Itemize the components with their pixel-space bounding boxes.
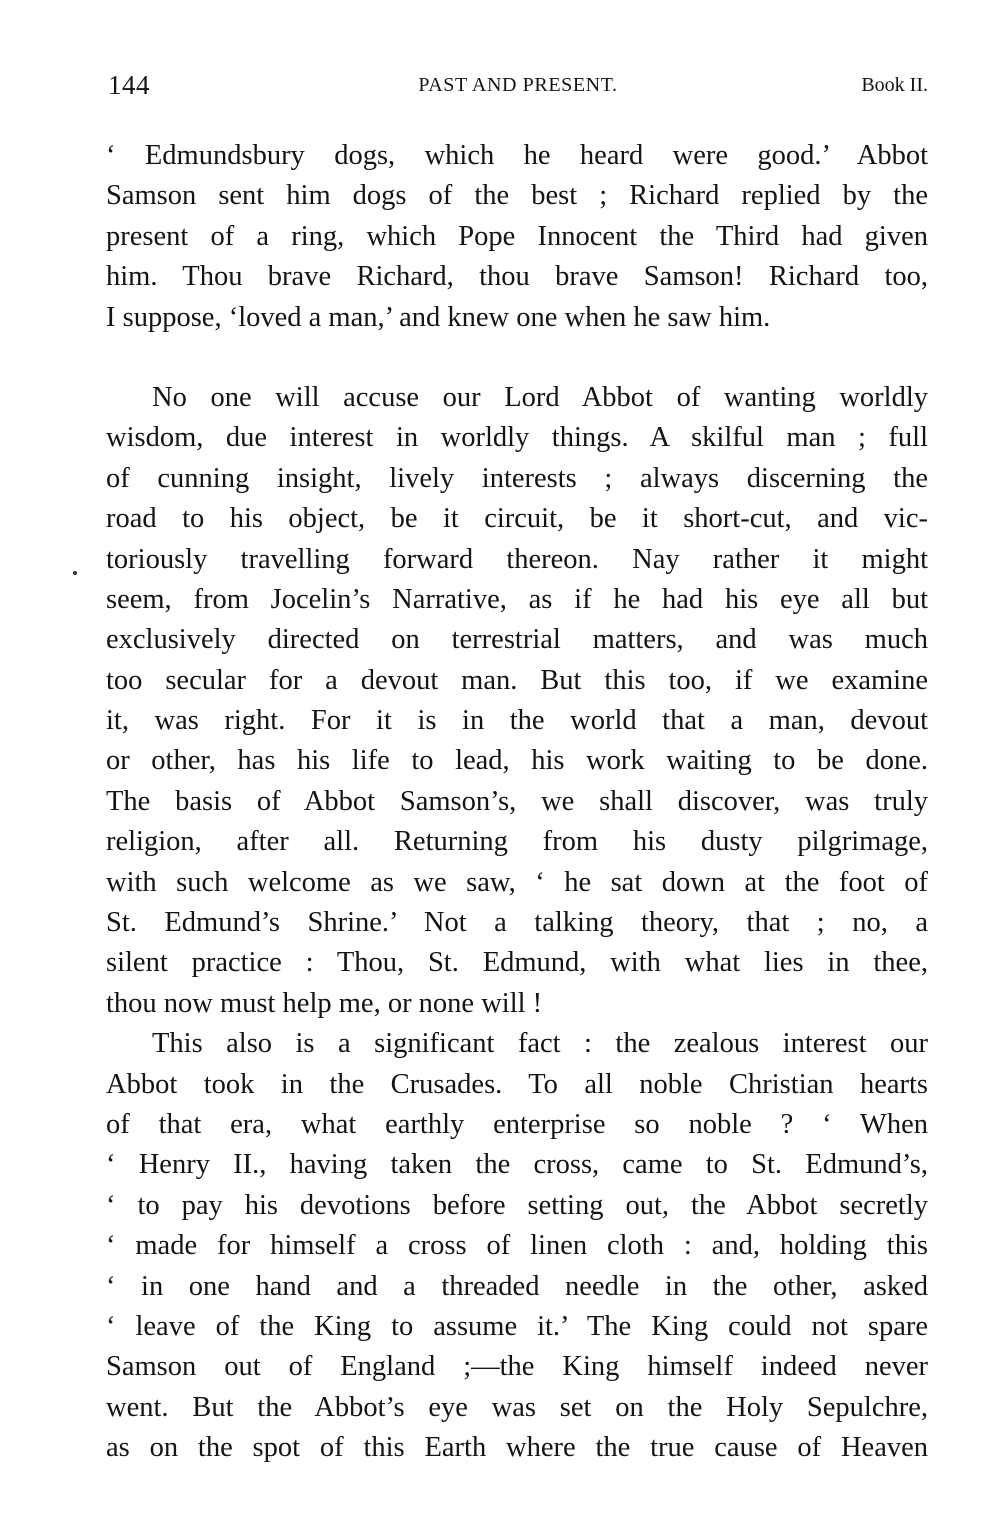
text-line: seem, from Jocelin’s Narrative, as if he had his eye all but	[106, 583, 928, 615]
text-line: him. Thou brave Richard, thou brave Samson! Richard too,	[106, 261, 928, 293]
text-line: Abbot took in the Crusades. To all noble Christian hearts	[106, 1068, 928, 1100]
text-line: ‘ Henry II., having taken the cross, came to St. Edmund’s,	[106, 1149, 928, 1181]
text-line: exclusively directed on terrestrial matters, and was much	[106, 624, 928, 656]
paragraph-gap	[106, 338, 928, 378]
text-line: I suppose, ‘loved a man,’ and knew one when he saw him.	[106, 301, 771, 333]
body-text	[106, 136, 928, 1469]
text-line: went. But the Abbot’s eye was set on the Holy Sepulchre,	[106, 1391, 928, 1423]
text-line: St. Edmund’s Shrine.’ Not a talking theory, that ; no, a	[106, 907, 928, 939]
text-line: This also is a significant fact : the zealous interest our	[152, 1028, 928, 1060]
paragraph-1	[106, 136, 928, 338]
book-label: Book II.	[861, 74, 928, 96]
text-line: religion, after all. Returning from his dusty pilgrimage,	[106, 826, 928, 858]
text-line: or other, has his life to lead, his work waiting to be done.	[106, 745, 928, 777]
running-title: PAST AND PRESENT.	[418, 74, 618, 96]
text-line: toriously travelling forward thereon. Nay rather it might	[106, 543, 928, 575]
text-line: Samson sent him dogs of the best ; Richard replied by the	[106, 180, 928, 212]
text-line: with such welcome as we saw, ‘ he sat down at the foot of	[106, 866, 928, 898]
page-number: 144	[108, 70, 150, 100]
text-line: it, was right. For it is in the world that a man, devout	[106, 705, 928, 737]
text-line: silent practice : Thou, St. Edmund, with what lies in thee,	[106, 947, 928, 979]
text-line: ‘ to pay his devotions before setting out, the Abbot secretly	[106, 1189, 928, 1221]
text-line: The basis of Abbot Samson’s, we shall discover, was truly	[106, 785, 928, 817]
text-line: No one will accuse our Lord Abbot of wanting worldly	[152, 381, 928, 413]
text-line: road to his object, be it circuit, be it short-cut, and vic-	[106, 503, 928, 535]
text-line: ‘ Edmundsbury dogs, which he heard were good.’ Abbot	[106, 140, 928, 171]
text-line: ‘ leave of the King to assume it.’ The King could not spare	[106, 1310, 928, 1342]
text-line: Samson out of England ;—the King himself indeed never	[106, 1351, 928, 1383]
margin-ink-dot	[73, 571, 77, 575]
text-line: wisdom, due interest in worldly things. A skilful man ; full	[106, 422, 928, 454]
text-line: too secular for a devout man. But this too, if we examine	[106, 664, 928, 696]
paragraph-3	[106, 1024, 928, 1468]
text-line: present of a ring, which Pope Innocent the Third had given	[106, 220, 928, 252]
text-line: as on the spot of this Earth where the true cause of Heaven	[106, 1432, 928, 1464]
text-line: ‘ made for himself a cross of linen cloth : and, holding this	[106, 1230, 928, 1262]
text-line: thou now must help me, or none will !	[106, 987, 543, 1019]
text-line: ‘ in one hand and a threaded needle in the other, asked	[106, 1270, 928, 1302]
paragraph-2	[106, 378, 928, 1024]
page-header	[108, 70, 928, 102]
text-line: of that era, what earthly enterprise so noble ? ‘ When	[106, 1108, 928, 1140]
text-line: of cunning insight, lively interests ; always discerning the	[106, 462, 928, 494]
